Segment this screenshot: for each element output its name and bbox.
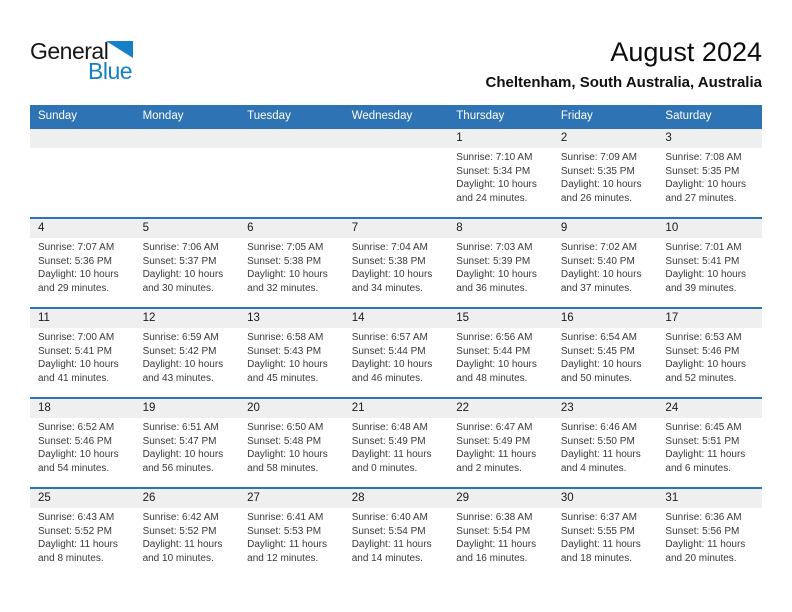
sunset-text: Sunset: 5:38 PM	[247, 255, 322, 267]
sunrise-text: Sunrise: 7:10 AM	[456, 152, 533, 163]
sunrise-text: Sunrise: 6:41 AM	[247, 512, 324, 523]
day-number: 18	[38, 402, 51, 414]
day-number: 14	[351, 312, 365, 324]
day-number: 19	[142, 402, 156, 414]
sunset-text: Sunset: 5:54 PM	[456, 525, 531, 537]
day-detail-strip	[30, 328, 762, 397]
sunset-text: Sunset: 5:36 PM	[38, 255, 112, 267]
sunset-text: Sunset: 5:49 PM	[456, 435, 531, 447]
day-cell	[30, 238, 135, 307]
day-number: 11	[38, 312, 50, 324]
daylight-text: Daylight: 10 hours and 27 minutes.	[665, 179, 747, 204]
day-detail-strip	[30, 508, 762, 577]
sunset-text: Sunset: 5:50 PM	[560, 435, 635, 447]
sunrise-text: Sunrise: 6:46 AM	[560, 422, 637, 433]
sunset-text: Sunset: 5:44 PM	[456, 345, 531, 357]
day-number: 4	[38, 222, 45, 234]
logo-text-general: General	[30, 38, 109, 64]
sunset-text: Sunset: 5:38 PM	[351, 255, 426, 267]
day-number: 21	[351, 402, 365, 414]
sunrise-text: Sunrise: 6:58 AM	[247, 332, 324, 343]
sunset-text: Sunset: 5:44 PM	[351, 345, 426, 357]
day-number: 27	[247, 492, 260, 504]
day-number: 23	[560, 402, 574, 414]
sunrise-text: Sunrise: 6:52 AM	[38, 422, 115, 433]
daylight-text: Daylight: 11 hours and 2 minutes.	[456, 449, 537, 474]
day-number: 12	[142, 312, 156, 324]
day-cell	[135, 508, 240, 577]
day-number: 10	[665, 222, 679, 234]
sunset-text: Sunset: 5:34 PM	[456, 165, 531, 177]
day-detail-strip	[30, 148, 762, 217]
daylight-text: Daylight: 10 hours and 43 minutes.	[142, 359, 224, 384]
sunset-text: Sunset: 5:53 PM	[247, 525, 322, 537]
day-cell	[657, 418, 762, 487]
day-number: 16	[560, 312, 574, 324]
sunset-text: Sunset: 5:54 PM	[351, 525, 426, 537]
sunset-text: Sunset: 5:46 PM	[665, 345, 740, 357]
sunrise-text: Sunrise: 6:48 AM	[351, 422, 428, 433]
day-cell	[657, 148, 762, 217]
day-cell	[448, 328, 553, 397]
day-number: 20	[247, 402, 260, 414]
sunrise-text: Sunrise: 6:40 AM	[351, 512, 428, 523]
daylight-text: Daylight: 10 hours and 54 minutes.	[38, 449, 119, 474]
sunrise-text: Sunrise: 7:07 AM	[38, 242, 115, 253]
day-cell	[553, 238, 658, 307]
sunrise-text: Sunrise: 6:37 AM	[560, 512, 637, 523]
sunrise-text: Sunrise: 6:43 AM	[38, 512, 115, 523]
sunrise-text: Sunrise: 6:53 AM	[665, 332, 742, 343]
day-number: 28	[351, 492, 365, 504]
day-cell	[553, 148, 658, 217]
sunrise-text: Sunrise: 7:05 AM	[247, 242, 324, 253]
title-block	[486, 36, 762, 91]
day-cell	[30, 328, 135, 397]
sunset-text: Sunset: 5:35 PM	[560, 165, 635, 177]
sunset-text: Sunset: 5:49 PM	[351, 435, 426, 447]
daylight-text: Daylight: 11 hours and 20 minutes.	[665, 539, 746, 564]
empty-day-cell	[30, 148, 135, 217]
sunset-text: Sunset: 5:39 PM	[456, 255, 531, 267]
sunrise-text: Sunrise: 6:51 AM	[142, 422, 219, 433]
sunset-text: Sunset: 5:52 PM	[38, 525, 112, 537]
sunrise-text: Sunrise: 7:04 AM	[351, 242, 428, 253]
sunset-text: Sunset: 5:43 PM	[247, 345, 322, 357]
day-cell	[239, 238, 344, 307]
week-row	[30, 307, 762, 397]
daylight-text: Daylight: 11 hours and 10 minutes.	[142, 539, 223, 564]
sunset-text: Sunset: 5:41 PM	[38, 345, 112, 357]
daylight-text: Daylight: 11 hours and 6 minutes.	[665, 449, 746, 474]
daylight-text: Daylight: 10 hours and 56 minutes.	[142, 449, 224, 474]
empty-day-cell	[344, 148, 449, 217]
day-cell	[135, 238, 240, 307]
daylight-text: Daylight: 11 hours and 8 minutes.	[38, 539, 118, 564]
week-row	[30, 127, 762, 217]
sunset-text: Sunset: 5:55 PM	[560, 525, 635, 537]
logo-text-blue: Blue	[88, 58, 133, 84]
sunset-text: Sunset: 5:47 PM	[142, 435, 217, 447]
sunrise-text: Sunrise: 6:38 AM	[456, 512, 533, 523]
sunrise-text: Sunrise: 7:03 AM	[456, 242, 533, 253]
day-cell	[239, 418, 344, 487]
daylight-text: Daylight: 10 hours and 50 minutes.	[560, 359, 642, 384]
day-cell	[553, 418, 658, 487]
week-row	[30, 397, 762, 487]
day-number: 25	[38, 492, 51, 504]
daylight-text: Daylight: 10 hours and 29 minutes.	[38, 269, 119, 294]
day-number: 7	[351, 222, 359, 234]
day-cell	[657, 508, 762, 577]
day-cell	[239, 508, 344, 577]
day-number: 1	[456, 132, 463, 144]
day-number: 17	[665, 312, 679, 324]
sunrise-text: Sunrise: 6:36 AM	[665, 512, 742, 523]
sunset-text: Sunset: 5:40 PM	[560, 255, 635, 267]
daylight-text: Daylight: 10 hours and 58 minutes.	[247, 449, 328, 474]
sunrise-text: Sunrise: 6:42 AM	[142, 512, 219, 523]
day-number: 26	[142, 492, 156, 504]
day-cell	[657, 238, 762, 307]
location-subtitle: Cheltenham, South Australia, Australia	[485, 74, 762, 91]
empty-day-cell	[135, 148, 240, 217]
daylight-text: Daylight: 10 hours and 24 minutes.	[456, 179, 537, 204]
daylight-text: Daylight: 11 hours and 4 minutes.	[560, 449, 641, 474]
daylight-text: Daylight: 11 hours and 18 minutes.	[560, 539, 641, 564]
daylight-text: Daylight: 10 hours and 52 minutes.	[665, 359, 747, 384]
day-number: 13	[247, 312, 260, 324]
weekday-header-thursday: Thursday	[456, 110, 505, 122]
page-title: August 2024	[610, 37, 762, 67]
weekday-header-monday: Monday	[142, 110, 184, 122]
sunrise-text: Sunrise: 6:50 AM	[247, 422, 324, 433]
day-cell	[30, 508, 135, 577]
day-detail-strip	[30, 238, 762, 307]
day-cell	[344, 508, 449, 577]
daylight-text: Daylight: 10 hours and 30 minutes.	[142, 269, 224, 294]
day-number: 5	[142, 222, 149, 234]
day-number-strip	[30, 219, 762, 238]
sunset-text: Sunset: 5:52 PM	[142, 525, 217, 537]
sunset-text: Sunset: 5:37 PM	[142, 255, 217, 267]
day-number	[344, 129, 449, 148]
day-cell	[344, 328, 449, 397]
day-cell	[135, 418, 240, 487]
sunset-text: Sunset: 5:48 PM	[247, 435, 322, 447]
day-cell	[344, 418, 449, 487]
weekday-header-tuesday: Tuesday	[247, 110, 291, 122]
week-row	[30, 487, 762, 577]
page-header	[30, 0, 762, 105]
daylight-text: Daylight: 10 hours and 41 minutes.	[38, 359, 119, 384]
day-number: 30	[560, 492, 574, 504]
sunset-text: Sunset: 5:35 PM	[665, 165, 740, 177]
sunrise-text: Sunrise: 7:06 AM	[142, 242, 219, 253]
sunrise-text: Sunrise: 6:54 AM	[560, 332, 637, 343]
day-number: 22	[456, 402, 470, 414]
day-number	[239, 129, 344, 148]
sunset-text: Sunset: 5:56 PM	[665, 525, 740, 537]
sunset-text: Sunset: 5:46 PM	[38, 435, 112, 447]
week-row	[30, 217, 762, 307]
day-number: 9	[560, 222, 568, 234]
sunrise-text: Sunrise: 6:56 AM	[456, 332, 533, 343]
general-blue-logo	[30, 36, 180, 98]
day-number	[30, 129, 135, 148]
weekday-header-sunday: Sunday	[38, 110, 78, 122]
sunrise-text: Sunrise: 6:57 AM	[351, 332, 428, 343]
weekday-header-row	[30, 105, 762, 127]
sunset-text: Sunset: 5:41 PM	[665, 255, 740, 267]
sunrise-text: Sunrise: 6:47 AM	[456, 422, 533, 433]
weekday-header-friday: Friday	[560, 110, 593, 122]
empty-day-cell	[239, 148, 344, 217]
day-number-strip	[30, 489, 762, 508]
day-number-strip	[30, 309, 762, 328]
daylight-text: Daylight: 10 hours and 46 minutes.	[351, 359, 433, 384]
calendar-weeks	[30, 127, 762, 577]
day-cell	[448, 238, 553, 307]
day-cell	[344, 238, 449, 307]
day-cell	[239, 328, 344, 397]
day-number-strip	[30, 399, 762, 418]
sunrise-text: Sunrise: 7:02 AM	[560, 242, 637, 253]
sunset-text: Sunset: 5:51 PM	[665, 435, 740, 447]
day-number: 3	[665, 132, 672, 144]
day-detail-strip	[30, 418, 762, 487]
sunrise-text: Sunrise: 6:45 AM	[665, 422, 742, 433]
day-cell	[448, 148, 553, 217]
sunrise-text: Sunrise: 7:09 AM	[560, 152, 637, 163]
day-cell	[30, 418, 135, 487]
logo-triangle-icon	[106, 41, 133, 58]
daylight-text: Daylight: 10 hours and 37 minutes.	[560, 269, 642, 294]
day-number: 8	[456, 222, 463, 234]
daylight-text: Daylight: 10 hours and 34 minutes.	[351, 269, 433, 294]
sunrise-text: Sunrise: 7:00 AM	[38, 332, 115, 343]
daylight-text: Daylight: 10 hours and 48 minutes.	[456, 359, 537, 384]
sunrise-text: Sunrise: 7:01 AM	[665, 242, 742, 253]
day-number-strip	[30, 129, 762, 148]
calendar-table	[30, 105, 762, 577]
weekday-header-wednesday: Wednesday	[351, 110, 413, 122]
day-cell	[657, 328, 762, 397]
day-cell	[135, 328, 240, 397]
day-cell	[448, 418, 553, 487]
sunset-text: Sunset: 5:42 PM	[142, 345, 217, 357]
sunrise-text: Sunrise: 6:59 AM	[142, 332, 219, 343]
daylight-text: Daylight: 11 hours and 12 minutes.	[247, 539, 327, 564]
day-cell	[553, 508, 658, 577]
daylight-text: Daylight: 10 hours and 36 minutes.	[456, 269, 537, 294]
day-number	[135, 129, 240, 148]
daylight-text: Daylight: 11 hours and 16 minutes.	[456, 539, 537, 564]
weekday-header-saturday: Saturday	[665, 110, 712, 122]
day-cell	[448, 508, 553, 577]
day-number: 24	[665, 402, 679, 414]
sunset-text: Sunset: 5:45 PM	[560, 345, 635, 357]
daylight-text: Daylight: 10 hours and 39 minutes.	[665, 269, 747, 294]
day-number: 6	[247, 222, 254, 234]
daylight-text: Daylight: 10 hours and 26 minutes.	[560, 179, 642, 204]
day-number: 31	[665, 492, 679, 504]
day-cell	[553, 328, 658, 397]
daylight-text: Daylight: 11 hours and 0 minutes.	[351, 449, 432, 474]
daylight-text: Daylight: 10 hours and 45 minutes.	[247, 359, 328, 384]
daylight-text: Daylight: 11 hours and 14 minutes.	[351, 539, 432, 564]
day-number: 2	[560, 132, 568, 144]
day-number: 15	[456, 312, 470, 324]
day-number: 29	[456, 492, 470, 504]
daylight-text: Daylight: 10 hours and 32 minutes.	[247, 269, 328, 294]
sunrise-text: Sunrise: 7:08 AM	[665, 152, 742, 163]
